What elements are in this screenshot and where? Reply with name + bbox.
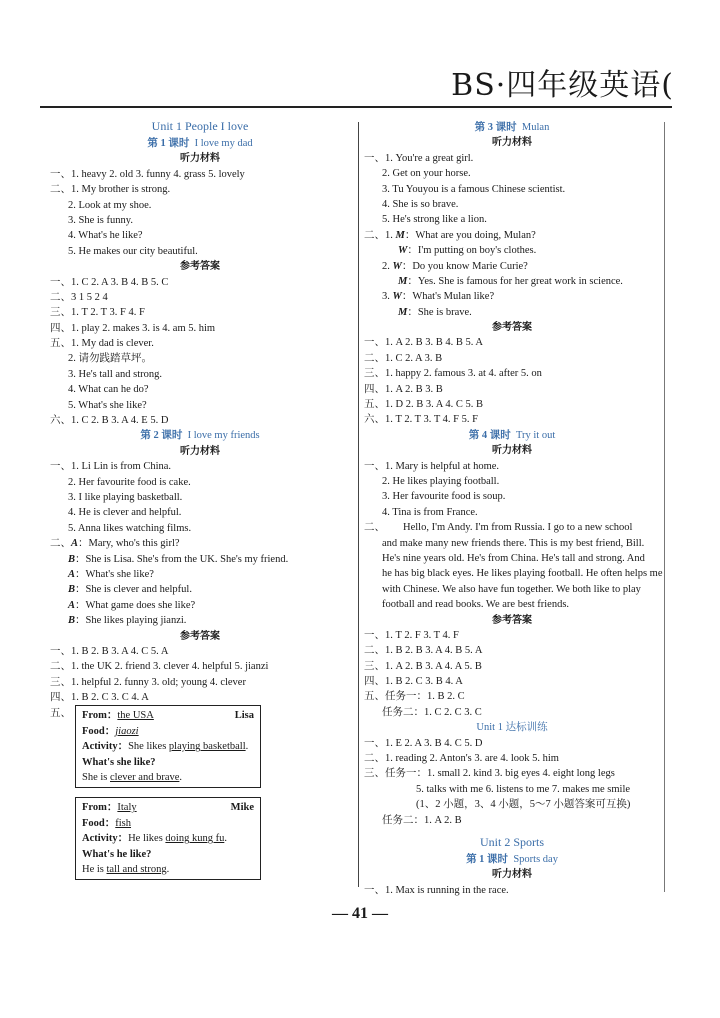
text-line: 4. She is so brave. bbox=[382, 198, 459, 210]
lesson-heading bbox=[364, 852, 660, 867]
lesson-heading bbox=[50, 136, 350, 151]
dialog-text: ：Mary, who's this girl? bbox=[78, 538, 180, 550]
card-row-food bbox=[82, 816, 254, 831]
card-row-from bbox=[82, 800, 254, 815]
dialog-prefix: 二、1. bbox=[364, 229, 396, 241]
dialog-line bbox=[50, 536, 350, 551]
lesson-heading bbox=[50, 428, 350, 443]
text-line: 二、1. reading 2. Anton's 3. are 4. look 5. him bbox=[364, 753, 559, 765]
text-line: 四、1. A 2. B 3. B bbox=[364, 383, 443, 395]
page-number: — 41 — bbox=[332, 905, 388, 922]
dialog-line bbox=[364, 228, 660, 243]
profile-card-lisa bbox=[75, 705, 261, 788]
passage-line bbox=[364, 520, 660, 535]
field-text: She likes bbox=[128, 741, 169, 753]
text-line: 一、1. Li Lin is from China. bbox=[50, 461, 172, 473]
section-heading-answers: 参考答案 bbox=[492, 614, 532, 626]
text-line: 4. He is clever and helpful. bbox=[68, 507, 182, 519]
text-line: 一、1. B 2. B 3. A 4. C 5. A bbox=[50, 645, 169, 657]
dialog-line bbox=[364, 274, 660, 289]
dialog-prefix: 二、 bbox=[50, 538, 71, 550]
text-line: 一、1. Max is running in the race. bbox=[364, 884, 509, 896]
section-heading-answers: 参考答案 bbox=[180, 261, 220, 273]
text-line: 5. What's she like? bbox=[68, 399, 147, 411]
dialog-text: ：What are you doing, Mulan? bbox=[404, 229, 536, 241]
field-value: tall and strong bbox=[106, 863, 167, 875]
text-line: 三、1. A 2. B 3. A 4. A 5. B bbox=[364, 660, 482, 672]
left-column bbox=[50, 112, 350, 880]
passage-line: He's nine years old. He's from China. He's tall and strong. And bbox=[382, 552, 645, 564]
field-label: Food： bbox=[82, 817, 116, 829]
text-line: 3. I like playing basketball. bbox=[68, 491, 183, 503]
section-heading-listening: 听力材料 bbox=[492, 869, 532, 881]
field-value: doing kung fu bbox=[165, 833, 225, 845]
text-line: 五、任务一：1. B 2. C bbox=[364, 691, 465, 703]
text-line: 2. Get on your horse. bbox=[382, 168, 471, 180]
card-question: What's she like? bbox=[82, 756, 156, 768]
text-line: 5. He's strong like a lion. bbox=[382, 214, 487, 226]
page-edge-divider bbox=[664, 122, 665, 892]
passage-line: with Chinese. We also have fun together. We both like to play bbox=[382, 583, 641, 595]
section-heading-listening: 听力材料 bbox=[492, 445, 532, 457]
dialog-line bbox=[364, 259, 660, 274]
field-value: jiaozi bbox=[115, 725, 139, 737]
dialog-line bbox=[364, 243, 660, 258]
text-line: 一、1. E 2. A 3. B 4. C 5. D bbox=[364, 737, 483, 749]
right-column bbox=[364, 112, 663, 898]
text-line: 五、1. My dad is clever. bbox=[50, 338, 154, 350]
passage-line: football and read books. We are best friends. bbox=[382, 599, 570, 611]
dialog-line bbox=[364, 289, 660, 304]
field-label: From： bbox=[82, 710, 118, 722]
section-heading-answers: 参考答案 bbox=[492, 322, 532, 334]
dialog-prefix: 3. bbox=[382, 291, 393, 303]
text-line: (1、2 小题，3、4 小题，5～7 小题答案可互换) bbox=[416, 799, 631, 811]
dialog-text: ：Do you know Marie Curie? bbox=[401, 260, 528, 272]
speaker: B bbox=[68, 615, 76, 627]
text-line: 2. Her favourite food is cake. bbox=[68, 476, 191, 488]
unit-title: Unit 1 People I love bbox=[151, 119, 249, 133]
text-line: 一、1. C 2. A 3. B 4. B 5. C bbox=[50, 276, 169, 288]
dialog-line bbox=[50, 567, 350, 582]
speaker: W bbox=[392, 260, 402, 272]
text-line: 3. Tu Youyou is a famous Chinese scientist. bbox=[382, 183, 566, 195]
dialog-text: ：What's Mulan like? bbox=[401, 291, 495, 303]
question-number: 二、 bbox=[364, 522, 385, 534]
field-value: fish bbox=[115, 817, 132, 829]
dialog-line bbox=[364, 305, 660, 320]
lesson-heading bbox=[364, 428, 660, 443]
passage-line: he has big black eyes. He likes playing football. He often helps me bbox=[382, 568, 663, 580]
speaker: W bbox=[392, 291, 402, 303]
speaker: B bbox=[68, 553, 76, 565]
field-value: clever and brave bbox=[110, 772, 180, 784]
text-line: 3. She is funny. bbox=[68, 214, 133, 226]
dialog-prefix: 2. bbox=[382, 260, 393, 272]
lesson-name: Try it out bbox=[515, 429, 556, 441]
writing-answer-block bbox=[50, 705, 350, 880]
lesson-name: I love my friends bbox=[187, 430, 260, 442]
lesson-label: 第 3 课时 bbox=[474, 122, 517, 133]
section-heading-listening: 听力材料 bbox=[180, 445, 220, 457]
column-divider bbox=[358, 122, 359, 887]
text-line: 二、1. the UK 2. friend 3. clever 4. helpful 5. jianzi bbox=[50, 661, 269, 673]
speaker: B bbox=[68, 584, 76, 596]
dialog-line bbox=[50, 582, 350, 597]
card-answer: He is tall and strong. bbox=[82, 863, 170, 875]
dialog-line bbox=[50, 613, 350, 628]
text-line: 3. He's tall and strong. bbox=[68, 368, 163, 380]
field-value: the USA bbox=[117, 710, 154, 722]
text-line: 六、1. C 2. B 3. A 4. E 5. D bbox=[50, 415, 169, 427]
speaker: W bbox=[398, 245, 408, 257]
section-heading-listening: 听力材料 bbox=[492, 137, 532, 149]
passage-text: Hello, I'm Andy. I'm from Russia. I go to a new school bbox=[403, 522, 633, 534]
text-line: 5. talks with me 6. listens to me 7. makes me smile bbox=[416, 783, 631, 795]
text-line: 四、1. B 2. C 3. B 4. A bbox=[364, 676, 463, 688]
lesson-label: 第 2 课时 bbox=[140, 430, 183, 442]
lesson-label: 第 4 课时 bbox=[468, 429, 511, 441]
lesson-name: Sports day bbox=[513, 853, 558, 865]
text-line: 3. Her favourite food is soup. bbox=[382, 491, 506, 503]
field-label: Activity： bbox=[82, 741, 129, 753]
text-line: 二、1. My brother is strong. bbox=[50, 184, 171, 196]
field-value: playing basketball bbox=[168, 741, 246, 753]
field-text: He likes bbox=[128, 833, 166, 845]
text-line: 一、1. A 2. B 3. B 4. B 5. A bbox=[364, 337, 484, 349]
card-row-food bbox=[82, 724, 254, 739]
speaker: M bbox=[398, 306, 408, 318]
dialog-text: ：She is brave. bbox=[407, 306, 472, 318]
field-text: He is bbox=[82, 863, 107, 875]
passage-line: and make many new friends there. This is my best friend, Bill. bbox=[382, 537, 645, 549]
field-label: Activity： bbox=[82, 833, 129, 845]
card-answer: She is clever and brave. bbox=[82, 772, 183, 784]
dialog-text: ：She is clever and helpful. bbox=[75, 584, 192, 596]
field-label: From： bbox=[82, 802, 118, 814]
text-line: 2. 请勿践踏草坪。 bbox=[68, 353, 152, 365]
dialog-line bbox=[50, 598, 350, 613]
text-line: 5. He makes our city beautiful. bbox=[68, 245, 198, 257]
card-question: What's he like? bbox=[82, 848, 152, 860]
text-line: 4. Tina is from France. bbox=[382, 506, 478, 518]
dialog-text: ：She is Lisa. She's from the UK. She's my friend. bbox=[75, 553, 289, 565]
text-line: 2. He likes playing football. bbox=[382, 475, 500, 487]
lesson-label: 第 1 课时 bbox=[466, 853, 509, 865]
lesson-name: I love my dad bbox=[194, 138, 253, 149]
dialog-text: ：What's she like? bbox=[75, 568, 154, 580]
lesson-heading bbox=[364, 120, 660, 135]
field-label: Food： bbox=[82, 725, 116, 737]
card-row-from bbox=[82, 708, 254, 723]
dialog-line bbox=[50, 552, 350, 567]
text-line: 一、1. Mary is helpful at home. bbox=[364, 460, 500, 472]
text-line: 三、1. T 2. T 3. F 4. F bbox=[50, 307, 145, 319]
text-line: 四、1. B 2. C 3. C 4. A bbox=[50, 692, 149, 704]
field-value: Italy bbox=[117, 802, 137, 814]
lesson-name: Mulan bbox=[521, 122, 550, 133]
speaker: A bbox=[68, 599, 76, 611]
speaker: A bbox=[71, 538, 79, 550]
header-rule bbox=[40, 106, 672, 108]
text-line: 三、1. helpful 2. funny 3. old; young 4. clever bbox=[50, 676, 246, 688]
text-line: 4. What's he like? bbox=[68, 230, 143, 242]
profile-card-mike bbox=[75, 797, 261, 880]
test-title: Unit 1 达标训练 bbox=[476, 722, 548, 734]
text-line: 任务二：1. C 2. C 3. C bbox=[382, 706, 482, 718]
text-line: 二、1. B 2. B 3. A 4. B 5. A bbox=[364, 645, 483, 657]
text-line: 六、1. T 2. T 3. T 4. F 5. F bbox=[364, 414, 478, 426]
field-text: She is bbox=[82, 772, 111, 784]
dialog-text: ：Yes. She is famous for her great work in science. bbox=[407, 275, 623, 287]
text-line: 任务二：1. A 2. B bbox=[382, 814, 462, 826]
text-line: 四、1. play 2. makes 3. is 4. am 5. him bbox=[50, 322, 216, 334]
text-line: 二、1. C 2. A 3. B bbox=[364, 352, 443, 364]
section-heading-answers: 参考答案 bbox=[180, 630, 220, 642]
dialog-text: ：What game does she like? bbox=[75, 599, 196, 611]
speaker: M bbox=[398, 275, 408, 287]
text-line: 2. Look at my shoe. bbox=[68, 199, 152, 211]
question-number: 五、 bbox=[50, 708, 71, 720]
speaker: M bbox=[395, 229, 405, 241]
text-line: 一、1. You're a great girl. bbox=[364, 152, 474, 164]
lesson-label: 第 1 课时 bbox=[147, 138, 190, 149]
speaker: A bbox=[68, 568, 76, 580]
text-line: 5. Anna likes watching films. bbox=[68, 522, 192, 534]
dialog-text: ：She likes playing jianzi. bbox=[75, 615, 187, 627]
text-line: 三、任务一：1. small 2. kind 3. big eyes 4. eight long legs bbox=[364, 768, 615, 780]
text-line: 三、1. happy 2. famous 3. at 4. after 5. on bbox=[364, 368, 542, 380]
text-line: 二、3 1 5 2 4 bbox=[50, 291, 108, 303]
text-line: 4. What can he do? bbox=[68, 384, 149, 396]
text-line: 五、1. D 2. B 3. A 4. C 5. B bbox=[364, 399, 484, 411]
text-line: 一、1. heavy 2. old 3. funny 4. grass 5. lovely bbox=[50, 168, 245, 180]
card-row-activity: Activity：He likes doing kung fu. bbox=[82, 833, 227, 845]
text-line: 一、1. T 2. F 3. T 4. F bbox=[364, 629, 459, 641]
card-row-activity: Activity：She likes playing basketball. bbox=[82, 741, 249, 753]
dialog-text: ：I'm putting on boy's clothes. bbox=[407, 245, 537, 257]
page-header-title: BS·四年级英语( bbox=[451, 68, 674, 103]
section-heading-listening: 听力材料 bbox=[180, 153, 220, 165]
unit-title: Unit 2 Sports bbox=[479, 834, 544, 849]
card-name: Mike bbox=[230, 802, 254, 814]
card-name: Lisa bbox=[234, 710, 254, 722]
